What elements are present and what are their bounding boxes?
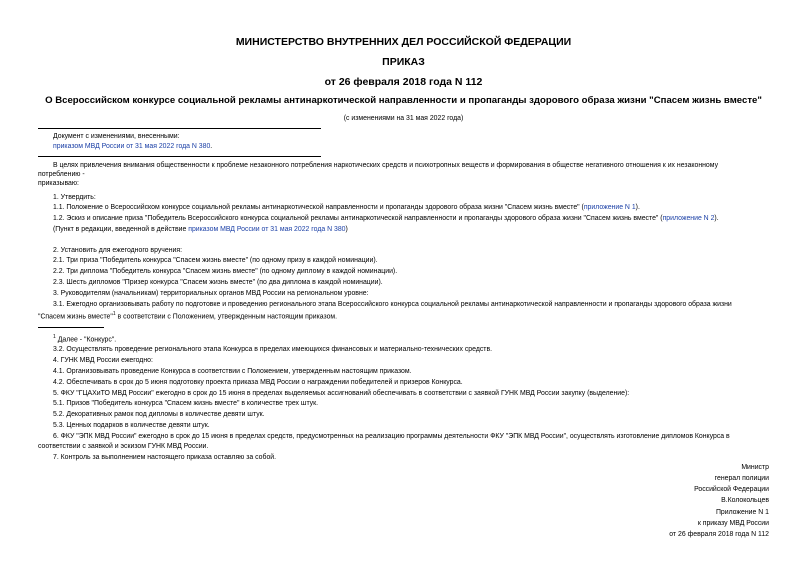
paragraph: 5.3. Ценных подарков в количестве девяти штук. (53, 422, 210, 429)
paragraph: 1. Утвердить: (53, 194, 96, 201)
divider-top (38, 128, 321, 129)
preamble-order: приказываю: (38, 180, 79, 187)
paragraph: 1.2. Эскиз и описание приза "Победитель Всероссийского конкурса социальной рекламы антинаркотической направленности и пропаганды здорового образа жизни "Спасем жизнь вместе" (приложение N 2). (53, 215, 719, 222)
paragraph: 4.1. Организовывать проведение Конкурса в соответствии с Положением, утвержденным настоящим приказом. (53, 368, 412, 375)
signature-title: Министр (741, 464, 769, 471)
page-title: О Всероссийском конкурсе социальной рекламы антинаркотической направленности и пропаганды здорового образа жизни "Спасем жизнь вместе" (45, 95, 762, 106)
paragraph: соответствии с заявкой и эскизом ГУНК МВД России. (38, 443, 209, 450)
signature-rank: генерал полиции (714, 475, 769, 482)
preamble-line: В целях привлечения внимания общественности к проблеме незаконного потребления наркотических средств и психотропных веществ и формирования в обществе негативного отношения к их незаконному (53, 162, 719, 169)
paragraph: "Спасем жизнь вместе"$^1$ в соответствии с Положением, утвержденным настоящим приказом. (38, 311, 338, 321)
signature-country: Российской Федерации (694, 486, 769, 493)
date-heading: от 26 февраля 2018 года N 112 (324, 76, 483, 88)
changes-reference: приказом МВД России от 31 мая 2022 года N 380. (53, 143, 213, 150)
amendment-link[interactable]: приказом МВД России от 31 мая 2022 года N 380 (188, 226, 346, 233)
paragraph: 3.2. Осуществлять проведение регионального этапа Конкурса в пределах имеющихся финансовых и материально-технических средств. (53, 346, 493, 353)
paragraph: 1.1. Положение о Всероссийском конкурсе социальной рекламы антинаркотической направленности и пропаганды здорового образа жизни "Спасем жизнь вместе" (приложение N 1). (53, 204, 640, 211)
footnote-marker: 1 (112, 311, 116, 317)
revision-note: (с изменениями на 31 мая 2022 года) (343, 115, 464, 122)
signature-name: В.Колокольцев (721, 497, 769, 504)
paragraph: 4. ГУНК МВД России ежегодно: (53, 357, 153, 364)
paragraph: 5.1. Призов "Победитель конкурса "Спасем жизнь вместе" в количестве трех штук. (53, 400, 319, 407)
paragraph: 3.1. Ежегодно организовывать работу по подготовке и проведению регионального этапа Всероссийского конкурса социальной рекламы антинаркотической направленности и пропаганды здорового образа жизни (53, 301, 732, 308)
paragraph: 6. ФКУ "ЭПК МВД России" ежегодно в срок до 15 июня в пределах средств, предусмотренных на реализацию программы деятельности ФКУ "ЭПК МВД России", осуществлять изготовление дипломов Конкурса в (53, 433, 730, 440)
appendix-order: к приказу МВД России (697, 520, 769, 527)
appendix-1-link[interactable]: приложение N 1 (583, 204, 636, 211)
ministry-heading: МИНИСТЕРСТВО ВНУТРЕННИХ ДЕЛ РОССИЙСКОЙ ФЕДЕРАЦИИ (235, 36, 572, 48)
divider-bottom (38, 156, 321, 157)
appendix-2-link[interactable]: приложение N 2 (662, 215, 715, 222)
paragraph: 3. Руководителям (начальникам) территориальных органов МВД России на региональном уровне: (53, 290, 369, 297)
footnote: $^1$ Далее - "Конкурс". (53, 334, 117, 344)
paragraph: 2. Установить для ежегодного вручения: (53, 247, 183, 254)
changes-link[interactable]: приказом МВД России от 31 мая 2022 года N 380 (53, 143, 211, 150)
preamble-line: потреблению - (38, 171, 85, 178)
appendix-date: от 26 февраля 2018 года N 112 (669, 531, 769, 538)
appendix-heading: Приложение N 1 (715, 509, 769, 516)
paragraph: 2.2. Три диплома "Победитель конкурса "Спасем жизнь вместе" (по одному диплому в каждой номинации). (53, 268, 398, 275)
paragraph: 4.2. Обеспечивать в срок до 5 июня подготовку проекта приказа МВД России о награждении победителей и призеров Конкурса. (53, 379, 463, 386)
paragraph: 2.3. Шесть дипломов "Призер конкурса "Спасем жизнь вместе" (по два диплома в каждой номинации). (53, 279, 383, 286)
paragraph: 2.1. Три приза "Победитель конкурса "Спасем жизнь вместе" (по одному призу в каждой номинации). (53, 257, 378, 264)
footnote-divider (38, 327, 104, 328)
revision-paragraph: (Пункт в редакции, введенной в действие приказом МВД России от 31 мая 2022 года N 380) (53, 226, 348, 233)
doc-type-heading: ПРИКАЗ (382, 56, 425, 68)
paragraph: 5.2. Декоративных рамок под дипломы в количестве девяти штук. (53, 411, 265, 418)
paragraph: 5. ФКУ "ГЦАХиТО МВД России" ежегодно в срок до 15 июня в пределах выделяемых ассигнований обеспечивать в соответствии с заявкой ГУНК МВД России закупку (выделение): (53, 390, 630, 397)
paragraph: 7. Контроль за выполнением настоящего приказа оставляю за собой. (53, 454, 277, 461)
changes-label: Документ с изменениями, внесенными: (53, 133, 180, 140)
